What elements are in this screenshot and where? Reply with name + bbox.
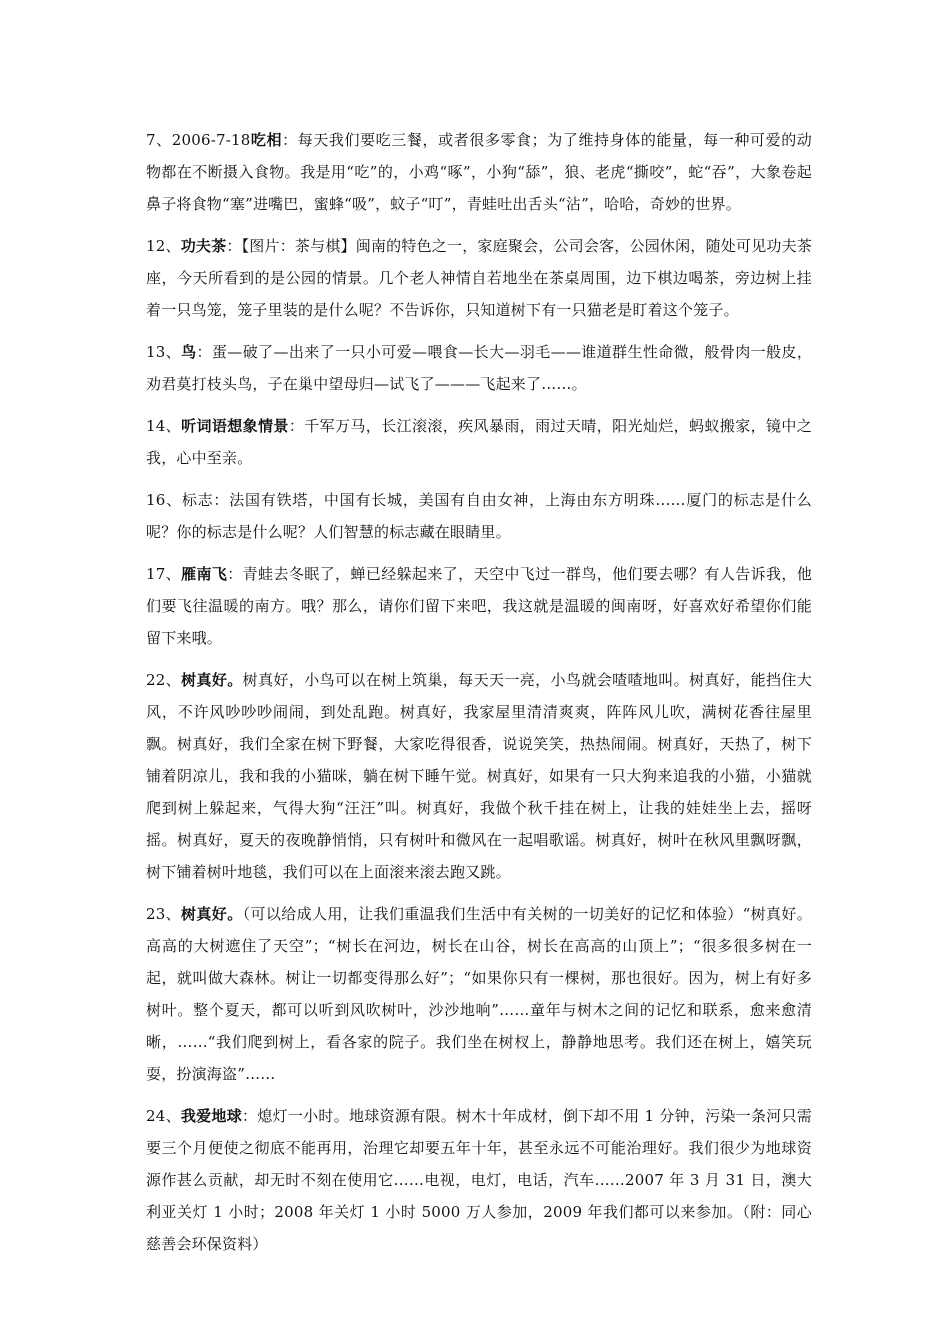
paragraph-number: 16、 (146, 491, 182, 509)
title-separator: ： (288, 417, 305, 435)
paragraph-23 (146, 898, 812, 1090)
paragraph-body: 每天我们要吃三餐，或者很多零食；为了维持身体的能量，每一种可爱的动物都在不断摄入食物。我是用“吃”的，小鸡“啄”，小狗“舔”，狼、老虎“撕咬”，蛇“吞”，大象卷起鼻子将食物“塞”进嘴巴，蜜蜂“吸”，蚊子“叮”，青蛙吐出舌头“沾”，哈哈，奇妙的世界。 (146, 131, 813, 213)
title-separator: ： (242, 1107, 258, 1125)
paragraph-body: 青蛙去冬眠了，蝉已经躲起来了，天空中飞过一群鸟，他们要去哪？有人告诉我，他们要飞往温暖的南方。哦？那么，请你们留下来吧，我这就是温暖的闽南呀，好喜欢好希望你们能留下来哦。 (146, 565, 813, 647)
paragraph-title: 吃相 (250, 131, 283, 149)
paragraph-title: 树真好 (181, 671, 228, 689)
title-separator: ： (282, 131, 298, 149)
paragraph-number: 14、 (146, 417, 182, 435)
paragraph-body: 蛋—破了—出来了一只小可爱—喂食—长大—羽毛——谁道群生性命微，般骨肉一般皮，劝君莫打枝头鸟，子在巢中望母归—试飞了———飞起来了……。 (146, 343, 813, 393)
paragraph-7 (146, 124, 812, 220)
paragraph-title: 雁南飞 (181, 565, 228, 583)
title-separator: 。 (227, 905, 243, 923)
paragraph-number: 22、 (146, 671, 182, 689)
title-separator: ： (226, 237, 242, 255)
paragraph-16 (146, 484, 812, 548)
paragraph-12 (146, 230, 812, 326)
paragraph-body: 熄灯一小时。地球资源有限。树木十年成材，倒下却不用 1 分钟，污染一条河只需要三个月便使之彻底不能再用，治理它却要五年十年，甚至永远不可能治理好。我们很少为地球资源作甚么贡献，却无时不刻在使用它……电视，电灯，电话，汽车……2007 年 3 月 31 日，澳大利亚关灯 1 小时；2008 年关灯 1 小时 5000 万人参加，2009 年我们都可以来参加。（附：同心慈善会环保资料） (146, 1107, 813, 1253)
paragraph-body: 【图片：茶与棋】闽南的特色之一，家庭聚会，公司会客，公园休闲，随处可见功夫茶座，今天所看到的是公园的情景。几个老人神情自若地坐在茶桌周围，边下棋边喝茶，旁边树上挂着一只鸟笼，笼子里装的是什么呢？不告诉你，只知道树下有一只猫老是盯着这个笼子。 (146, 237, 813, 319)
paragraph-number: 7、2006-7-18 (146, 131, 251, 149)
paragraph-number: 24、 (146, 1107, 181, 1125)
paragraph-number: 23、 (146, 905, 182, 923)
paragraph-body: 树真好，小鸟可以在树上筑巢，每天天一亮，小鸟就会喳喳地叫。树真好，能挡住大风，不许风吵吵吵闹闹，到处乱跑。树真好，我家屋里清清爽爽，阵阵风儿吹，满树花香往屋里飘。树真好，我们全家在树下野餐，大家吃得很香，说说笑笑，热热闹闹。树真好，天热了，树下铺着阴凉儿，我和我的小猫咪，躺在树下睡午觉。树真好，如果有一只大狗来追我的小猫，小猫就爬到树上躲起来，气得大狗“汪汪”叫。树真好，我做个秋千挂在树上，让我的娃娃坐上去，摇呀摇。树真好，夏天的夜晚静悄悄，只有树叶和微风在一起唱歌谣。树真好，树叶在秋风里飘呀飘，树下铺着树叶地毯，我们可以在上面滚来滚去跑又跳。 (146, 671, 813, 881)
paragraph-body: （可以给成人用，让我们重温我们生活中有关树的一切美好的记忆和体验）“树真好。高高的大树遮住了天空”；“树长在河边，树长在山谷，树长在高高的山顶上”；“很多很多树在一起，就叫做大森林。树让一切都变得那么好”；“如果你只有一棵树，那也很好。因为，树上有好多树叶。整个夏天，都可以听到风吹树叶，沙沙地响”……童年与树木之间的记忆和联系，愈来愈清晰，……“我们爬到树上，看各家的院子。我们坐在树杈上，静静地思考。我们还在树上，嬉笑玩耍，扮演海盗”…… (146, 905, 812, 1083)
paragraph-title: 鸟 (181, 343, 197, 361)
paragraph-title: 树真好 (181, 905, 228, 923)
paragraph-22 (146, 664, 812, 888)
paragraph-title: 听词语想象情景 (181, 417, 289, 435)
paragraph-body: 标志：法国有铁塔，中国有长城，美国有自由女神，上海由东方明珠……厦门的标志是什么呢？你的标志是什么呢？人们智慧的标志藏在眼睛里。 (146, 491, 812, 541)
document-page (146, 124, 812, 1270)
paragraph-title: 功夫茶 (180, 237, 227, 255)
paragraph-body: 千军万马，长江滚滚，疾风暴雨，雨过天晴，阳光灿烂，蚂蚁搬家，镜中之我，心中至亲。 (146, 417, 813, 467)
paragraph-number: 17、 (146, 565, 182, 583)
paragraph-number: 13、 (146, 343, 182, 361)
paragraph-24 (146, 1100, 812, 1260)
title-separator: ： (227, 565, 243, 583)
paragraph-number: 12、 (146, 237, 181, 255)
title-separator: ： (196, 343, 212, 361)
paragraph-14 (146, 410, 812, 474)
paragraph-13 (146, 336, 812, 400)
title-separator: 。 (227, 671, 243, 689)
paragraph-17 (146, 558, 812, 654)
paragraph-title: 我爱地球 (180, 1107, 242, 1125)
